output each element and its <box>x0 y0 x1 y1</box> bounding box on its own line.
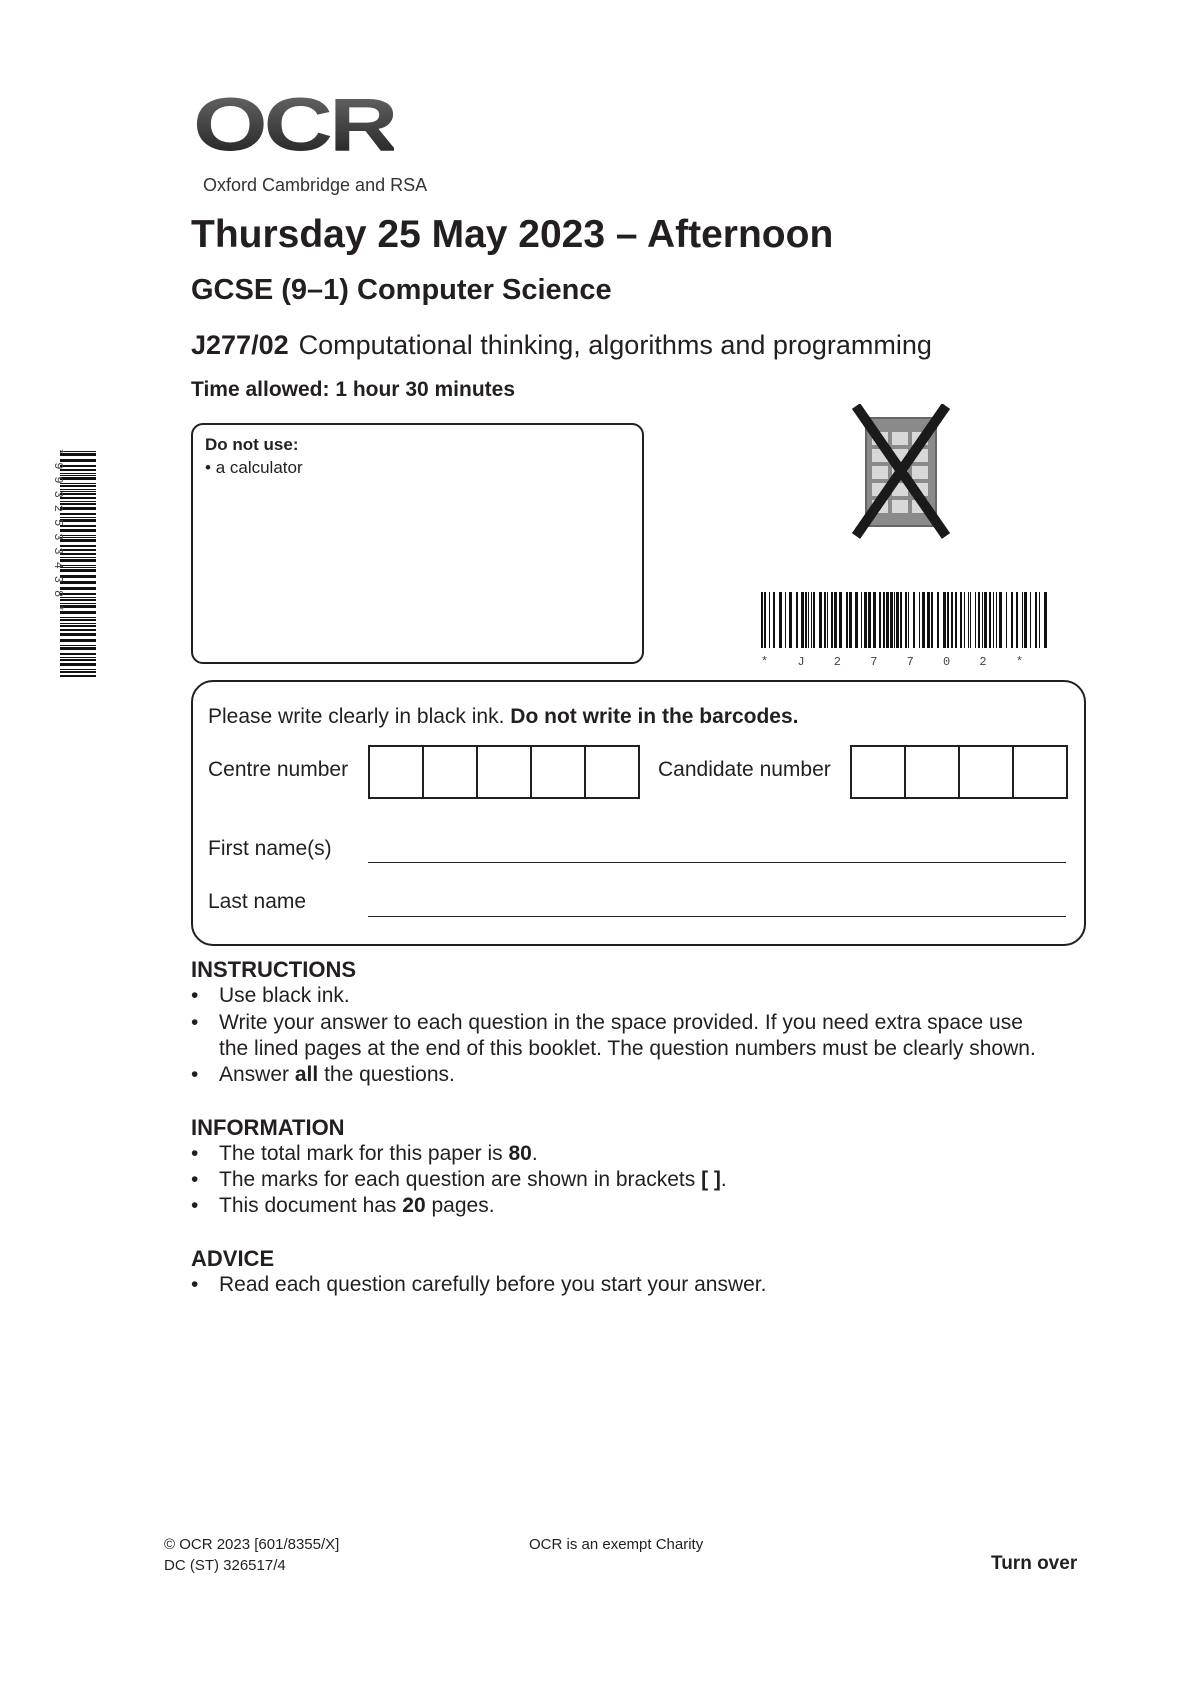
advice-heading: ADVICE <box>191 1246 275 1271</box>
barcode-icon <box>761 592 1051 650</box>
last-name-input[interactable] <box>368 916 1066 917</box>
candidate-number-input[interactable] <box>850 745 1068 799</box>
document-code: DC (ST) 326517/4 <box>164 1557 286 1574</box>
instruction-item: • Answer all the questions. <box>191 1063 455 1086</box>
no-calculator-icon <box>848 404 956 540</box>
information-heading: INFORMATION <box>191 1115 345 1140</box>
logo-tagline: Oxford Cambridge and RSA <box>203 175 428 195</box>
copyright: © OCR 2023 [601/8355/X] <box>164 1536 340 1553</box>
instructions-heading: INSTRUCTIONS <box>191 957 356 982</box>
paper-title <box>191 330 932 361</box>
first-name-label: First name(s) <box>208 837 332 860</box>
information-item: • The total mark for this paper is 80. <box>191 1142 538 1165</box>
qualification-title: GCSE (9–1) Computer Science <box>191 274 612 306</box>
side-barcode-digits: *9932533438* <box>51 448 65 619</box>
side-barcode <box>48 448 98 681</box>
instruction-item: • Write your answer to each question in the space provided. If you need extra space use <box>191 1011 1023 1034</box>
exam-date-title: Thursday 25 May 2023 – Afternoon <box>191 213 834 256</box>
paper-barcode <box>761 592 1051 682</box>
do-not-use-heading: Do not use: <box>205 435 299 454</box>
turn-over: Turn over <box>991 1553 1078 1574</box>
first-name-input[interactable] <box>368 862 1066 863</box>
charity-note: OCR is an exempt Charity <box>529 1536 704 1553</box>
do-not-use-box <box>191 423 644 664</box>
paper-barcode-digits: * J 2 7 7 0 2 * <box>761 655 1035 669</box>
write-instruction: Please write clearly in black ink. Do not write in the barcodes. <box>208 705 799 728</box>
paper-name: Computational thinking, algorithms and programming <box>298 330 932 360</box>
centre-number-input[interactable] <box>368 745 640 799</box>
ocr-logo: OCR <box>193 83 395 167</box>
paper-code: J277/02 <box>191 330 289 360</box>
advice-item: • Read each question carefully before you start your answer. <box>191 1273 767 1296</box>
centre-number-label: Centre number <box>208 758 349 781</box>
time-allowed: Time allowed: 1 hour 30 minutes <box>191 378 516 401</box>
do-not-use-item: • a calculator <box>205 458 303 477</box>
instruction-item-continued: the lined pages at the end of this booklet. The question numbers must be clearly shown. <box>219 1037 1036 1060</box>
information-item: • The marks for each question are shown in brackets [ ]. <box>191 1168 727 1191</box>
last-name-label: Last name <box>208 890 307 913</box>
information-item: • This document has 20 pages. <box>191 1194 495 1217</box>
instruction-item: • Use black ink. <box>191 984 350 1007</box>
candidate-number-label: Candidate number <box>658 758 831 781</box>
